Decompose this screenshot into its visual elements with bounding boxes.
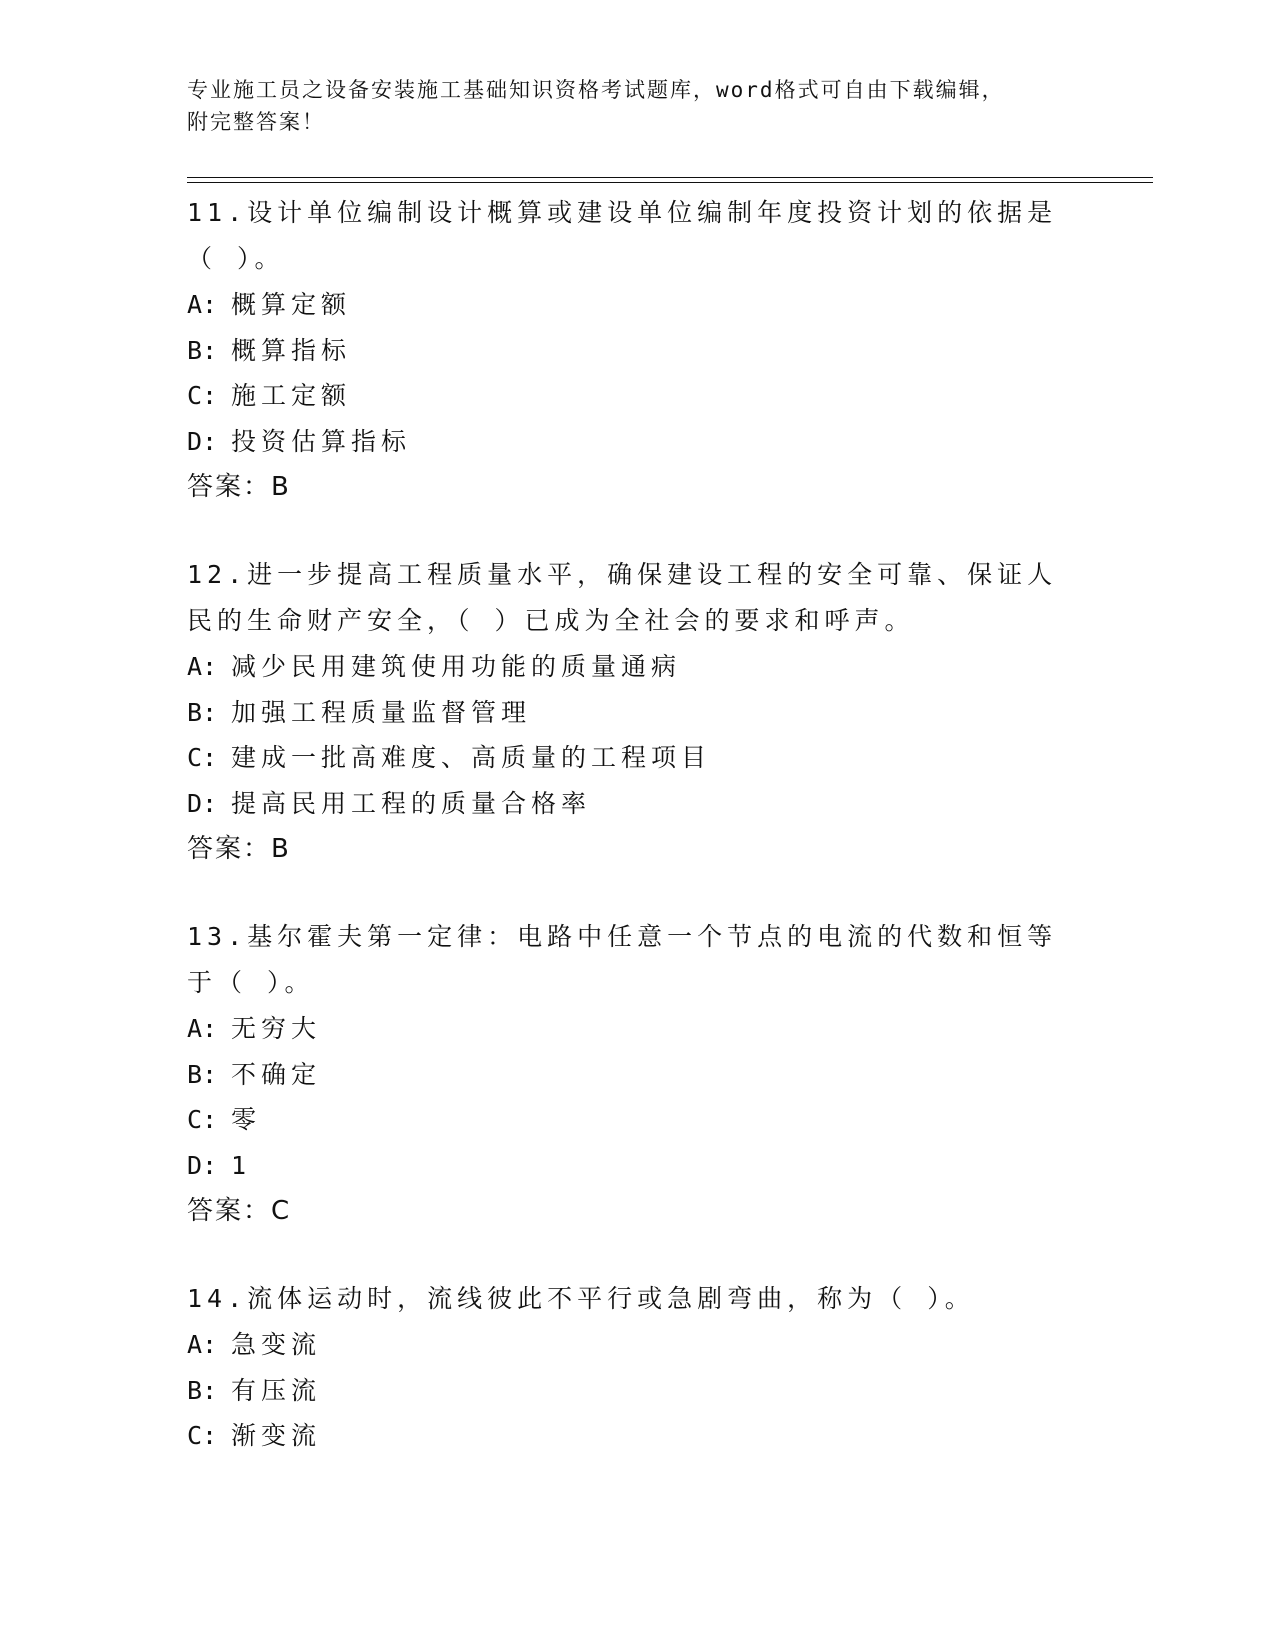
- option-text: 渐变流: [231, 1421, 322, 1450]
- option-d: [187, 419, 1087, 465]
- option-text: 加强工程质量监督管理: [231, 697, 532, 727]
- option-text: 1: [231, 1150, 252, 1180]
- question-spacer: [187, 510, 1087, 552]
- header-divider-bottom: [187, 182, 1153, 183]
- option-key: A:: [187, 1330, 218, 1359]
- header-line-1: 专业施工员之设备安装施工基础知识资格考试题库，word格式可自由下载编辑，: [187, 78, 1005, 102]
- option-a: [187, 1322, 1087, 1368]
- option-c: [187, 1097, 1087, 1143]
- document-header: [187, 74, 1067, 138]
- option-a: [187, 644, 1087, 690]
- option-b: [187, 1368, 1087, 1414]
- option-key: A:: [187, 290, 218, 319]
- header-divider-top: [187, 177, 1153, 178]
- option-key: C:: [187, 743, 218, 772]
- option-d: [187, 1143, 1087, 1189]
- option-text: 建成一批高难度、高质量的工程项目: [231, 743, 712, 772]
- answer-line: 答案：B: [187, 472, 291, 502]
- option-text: 减少民用建筑使用功能的质量通病: [231, 652, 682, 681]
- question-stem: 13.基尔霍夫第一定律：电路中任意一个节点的电流的代数和恒等于（ ）。: [187, 922, 1058, 997]
- question-stem: 14.流体运动时，流线彼此不平行或急剧弯曲，称为（ ）。: [187, 1284, 975, 1313]
- option-key: C:: [187, 381, 218, 410]
- option-text: 提高民用工程的质量合格率: [231, 788, 592, 818]
- question-stem: 12.进一步提高工程质量水平，确保建设工程的安全可靠、保证人民的生命财产安全，（ ）已成为全社会的要求和呼声。: [187, 560, 1058, 635]
- option-b: [187, 328, 1087, 374]
- option-a: [187, 1006, 1087, 1052]
- option-a: [187, 282, 1087, 328]
- question-13: [187, 914, 1087, 1234]
- option-text: 有压流: [231, 1375, 322, 1405]
- option-key: D:: [187, 426, 218, 456]
- option-text: 无穷大: [231, 1014, 322, 1043]
- question-list: [187, 190, 1087, 1459]
- option-key: B:: [187, 697, 218, 727]
- option-key: A:: [187, 1014, 218, 1043]
- option-text: 零: [231, 1105, 262, 1134]
- answer-line: 答案：B: [187, 834, 291, 864]
- option-key: D:: [187, 788, 218, 818]
- option-key: B:: [187, 1059, 218, 1089]
- option-text: 概算定额: [231, 290, 352, 319]
- question-spacer: [187, 1234, 1087, 1276]
- header-line-2: 附完整答案！: [187, 110, 325, 134]
- question-14: [187, 1276, 1087, 1459]
- option-key: A:: [187, 652, 218, 681]
- option-key: C:: [187, 1421, 218, 1450]
- option-c: [187, 1413, 1087, 1459]
- question-11: [187, 190, 1087, 510]
- option-text: 概算指标: [231, 335, 352, 365]
- question-12: [187, 552, 1087, 872]
- option-c: [187, 735, 1087, 781]
- option-b: [187, 1052, 1087, 1098]
- option-b: [187, 690, 1087, 736]
- option-c: [187, 373, 1087, 419]
- option-key: C:: [187, 1105, 218, 1134]
- option-text: 急变流: [231, 1330, 322, 1359]
- option-key: B:: [187, 1375, 218, 1405]
- question-stem: 11.设计单位编制设计概算或建设单位编制年度投资计划的依据是（ ）。: [187, 198, 1058, 273]
- option-key: B:: [187, 335, 218, 365]
- option-text: 不确定: [231, 1059, 322, 1089]
- option-key: D:: [187, 1150, 218, 1180]
- answer-line: 答案：C: [187, 1196, 292, 1226]
- option-text: 施工定额: [231, 381, 352, 410]
- question-spacer: [187, 872, 1087, 914]
- option-text: 投资估算指标: [231, 426, 412, 456]
- option-d: [187, 781, 1087, 827]
